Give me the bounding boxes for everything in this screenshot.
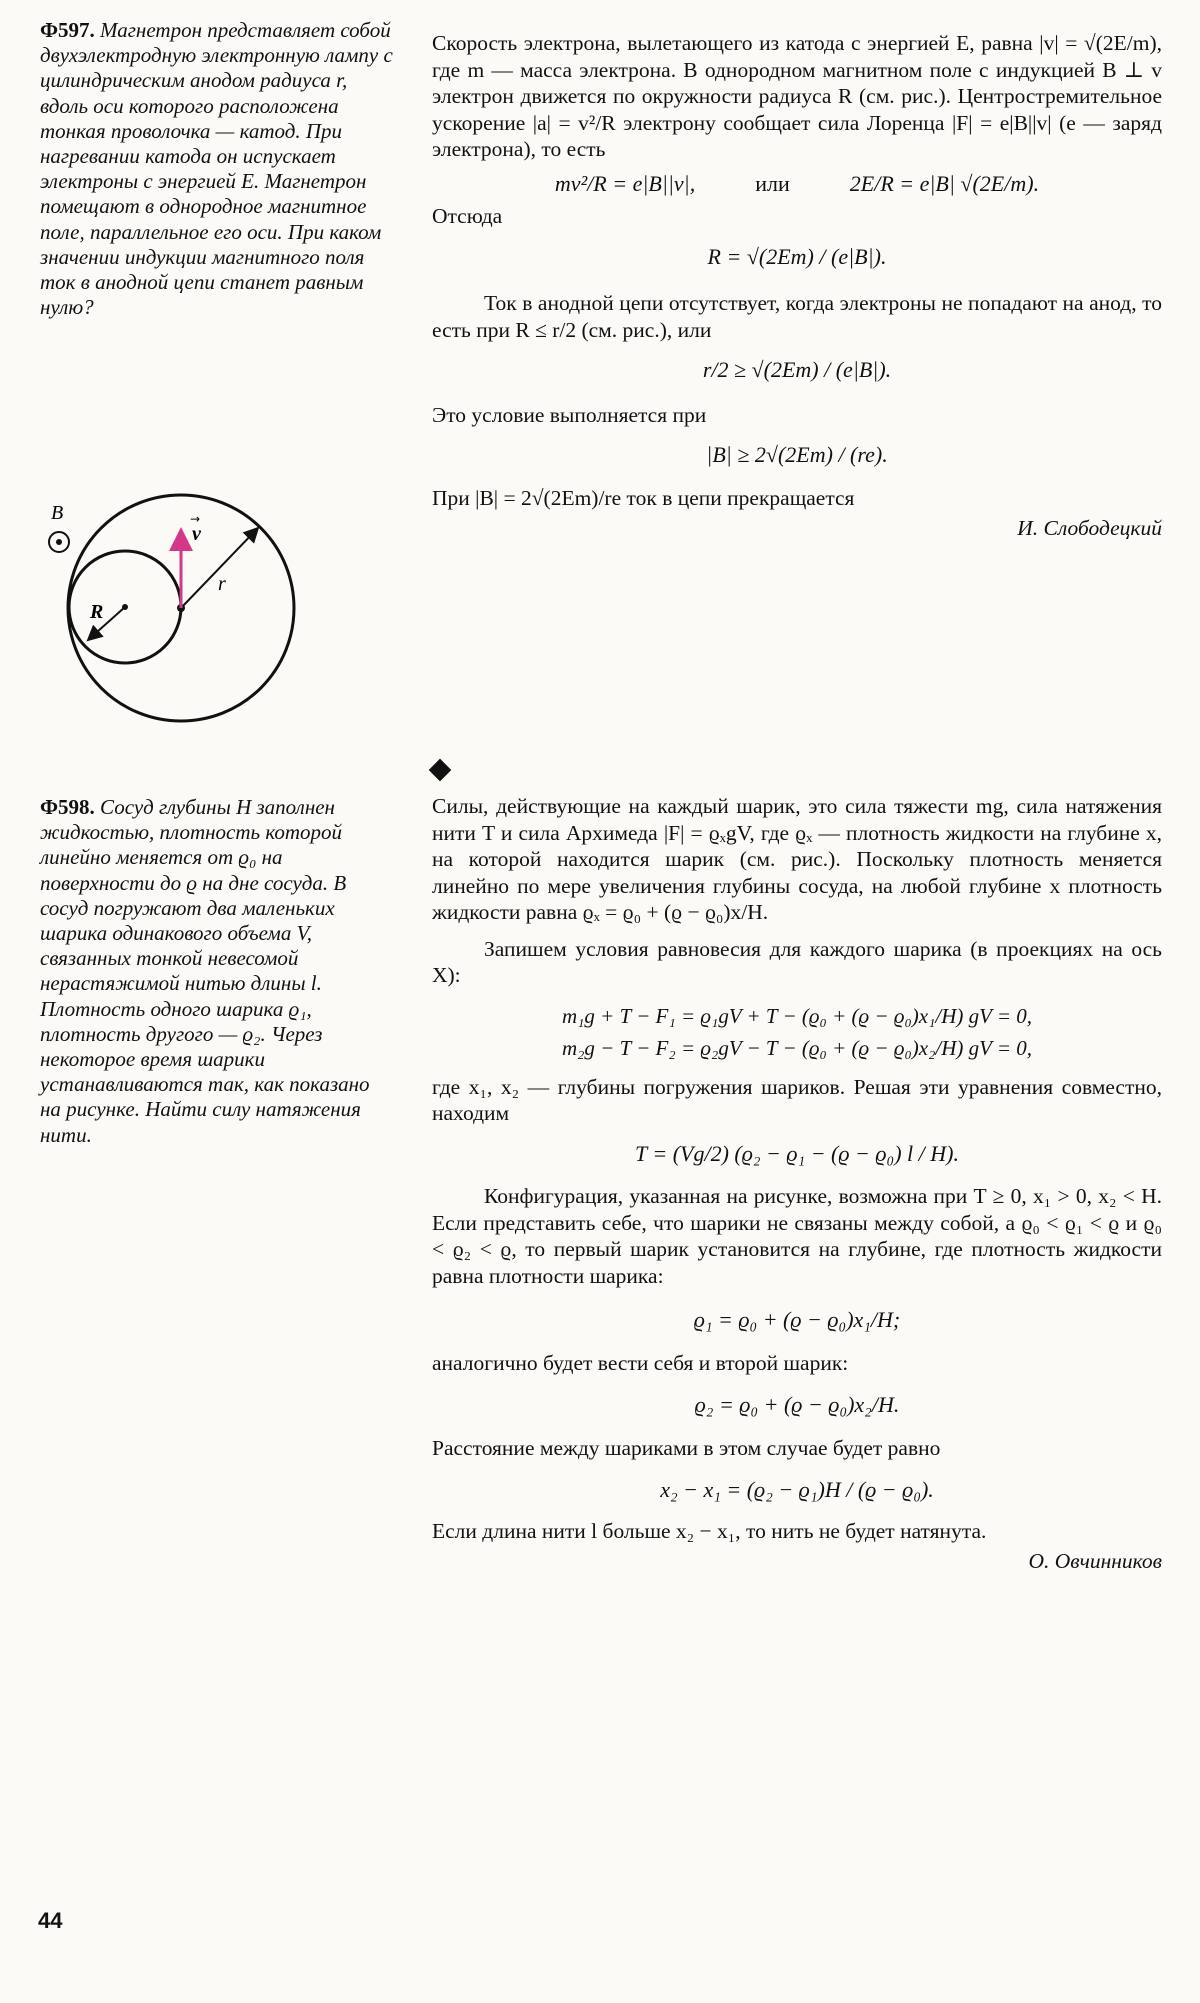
author-597: И. Слободецкий [1017,516,1162,540]
solution-598-para-4: Конфигурация, указанная на рисунке, возможна при T ≥ 0, x₁ > 0, x₂ < H. Если представить себе, что шарики не связаны между собой, а ϱ₀ < ϱ₁ < ϱ и ϱ₀ < ϱ₂ < ϱ, то первый шарик установится на глубине, где плотность жидкости равна плотности шарика: [432,1184,1162,1288]
equation-598-1: m₁g + T − F₁ = ϱ₁gV + T − (ϱ₀ + (ϱ − ϱ₀)x₁/H) gV = 0, [561,1003,1033,1028]
solution-597-para-2: Отсюда [432,204,503,228]
equation-597-2: R = √(2Em) / (e|B|). [707,243,887,269]
equation-597-3: r/2 ≥ √(2Em) / (e|B|). [702,357,892,382]
R-label: R [90,601,104,623]
solution-598-para-5: аналогично будет вести себя и второй шарик: [432,1350,849,1375]
problem-597-statement [40,18,395,320]
equation-598-4: ϱ₁ = ϱ₀ + (ϱ − ϱ₀)x₁/H; [693,1307,901,1332]
equation-597-1b: 2E/R = e|B| √(2E/m). [849,170,1040,196]
solution-597-para-3: Ток в анодной цепи отсутствует, когда электроны не попадают на анод, то есть при R ≤ r/2 (см. рис.), или [432,291,1162,342]
page-number: 44 [38,1908,63,1933]
v-vector-arrow-icon: → [190,512,201,526]
b-field-dot [56,539,62,545]
equation-597-1-or: или [755,170,790,196]
solution-598-para-2: Запишем условия равновесия для каждого шарика (в проекциях на ось X): [432,936,1162,987]
author-598: О. Овчинников [1028,1549,1162,1573]
solution-598 [432,793,1162,1575]
section-diamond-icon [429,759,452,782]
b-label: B [51,502,64,524]
solution-597 [432,30,1162,542]
v-label: v [192,523,201,545]
solution-598-para-6: Расстояние между шариками в этом случае будет равно [432,1435,941,1460]
equation-597-1a: mv²/R = e|B||v|, [554,170,696,196]
equation-598-3: T = (Vg/2) (ϱ₂ − ϱ₁ − (ϱ − ϱ₀) l / H). [635,1140,959,1166]
solution-598-para-3: где x₁, x₂ — глубины погружения шариков. Решая эти уравнения совместно, находим [432,1074,1162,1125]
solution-597-para-4: Это условие выполняется при [432,402,707,427]
solution-598-para-7: Если длина нити l больше x₂ − x₁, то нить не будет натянута. [432,1518,987,1543]
solution-598-para-1: Силы, действующие на каждый шарик, это сила тяжести mg, сила натяжения нити T и сила Архимеда |F| = ϱₓgV, где ϱₓ — плотность жидкости на глубине x, на которой находится шарик (см. рис.). Поскольку плотность меняется линейно по мере увеличения глубины сосуда, на любой глубине x плотность жидкости равна ϱₓ = ϱ₀ + (ϱ − ϱ₀)x/H. [432,794,1162,924]
r-label: r [218,573,226,595]
solution-597-para-1: Скорость электрона, вылетающего из катода с энергией E, равна |v| = √(2E/m), где m — масса электрона. В однородном магнитном поле с индукцией B ⊥ v электрон движется по окружности радиуса R (см. рис.). Центростремительное ускорение |a| = v²/R электрону сообщает сила Лоренца |F| = e|B||v| (e — заряд электрона), то есть [432,31,1162,161]
magnetron-figure [40,490,350,750]
problem-597-label: Ф597. [40,18,95,42]
equation-598-6: x₂ − x₁ = (ϱ₂ − ϱ₁)H / (ϱ − ϱ₀). [660,1477,934,1502]
problem-598-text: Сосуд глубины H заполнен жидкостью, плотность которой линейно меняется от ϱ₀ на поверхности до ϱ на дне сосуда. В сосуд погружают два маленьких шарика одинакового объема V, связанных тонкой невесомой нерастяжимой нитью длины l. Плотность одного шарика ϱ₁, плотность другого — ϱ₂. Через некоторое время шарики устанавливаются так, как показано на рисунке. Найти силу натяжения нити. [40,795,370,1147]
problem-598-statement [40,795,395,1148]
solution-597-para-5: При |B| = 2√(2Em)/re ток в цепи прекращается [432,485,855,510]
problem-598-label: Ф598. [40,795,95,819]
equation-598-2: m₂g − T − F₂ = ϱ₂gV − T − (ϱ₀ + (ϱ − ϱ₀)x₂/H) gV = 0, [561,1036,1033,1060]
equation-597-4: |B| ≥ 2√(2Em) / (re). [706,442,888,467]
equation-597-1 [432,171,1162,198]
equation-598-5: ϱ₂ = ϱ₀ + (ϱ − ϱ₀)x₂/H. [694,1392,900,1417]
problem-597-text: Магнетрон представляет собой двухэлектродную электронную лампу с цилиндрическим анодом радиуса r, вдоль оси которого расположена тонкая проволочка — катод. При нагревании катода он испускает электроны с энергией E. Магнетрон помещают в однородное магнитное поле, параллельное его оси. При каком значении индукции магнитного поля ток в анодной цепи станет равным нулю? [40,18,393,320]
